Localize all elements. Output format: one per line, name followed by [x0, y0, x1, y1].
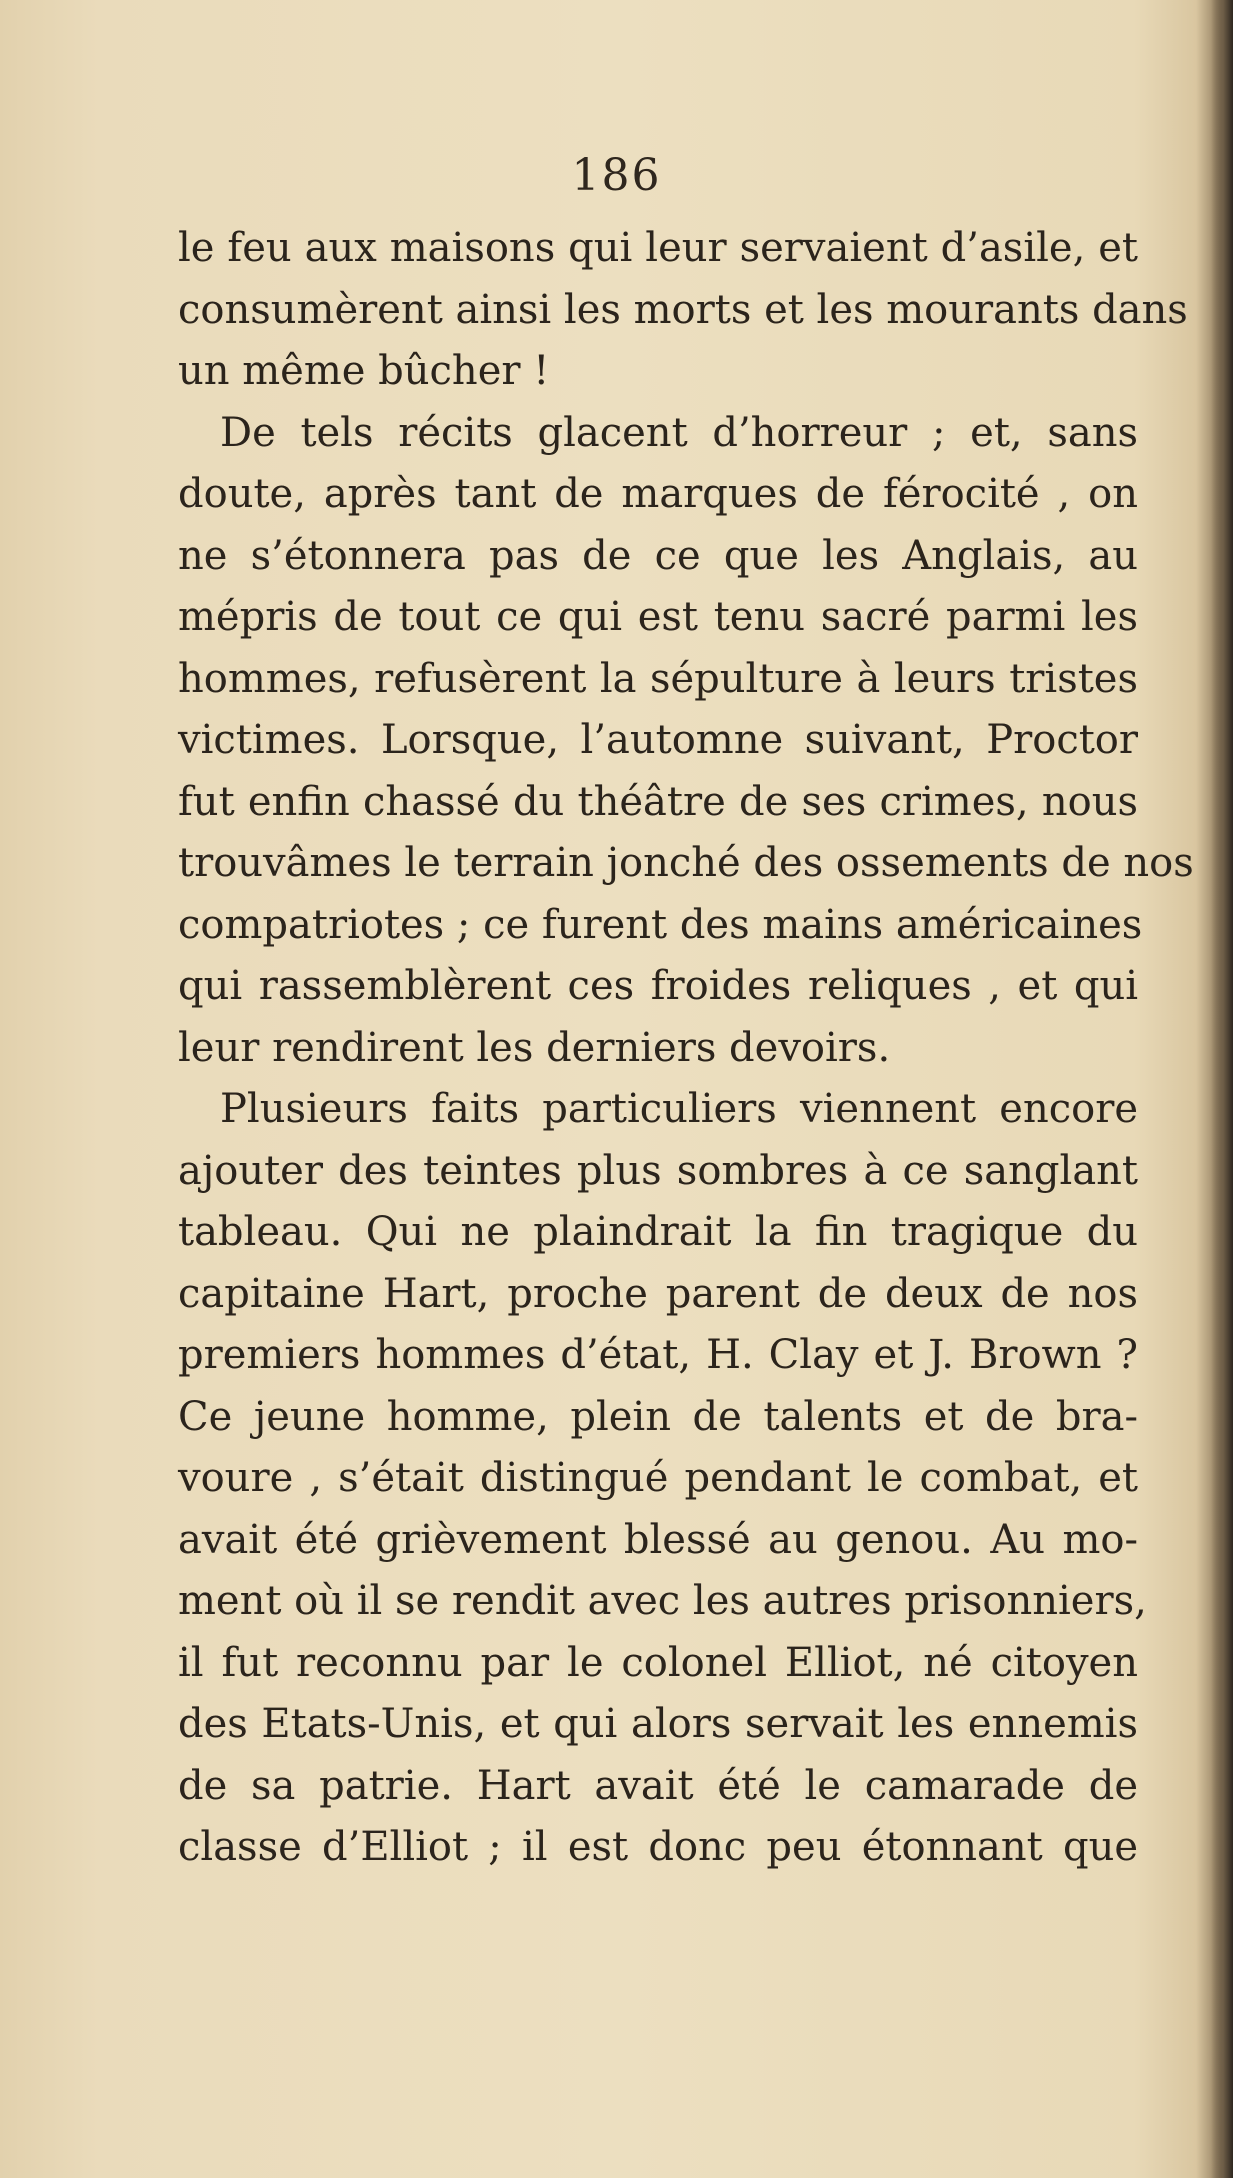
text-line: de sa patrie. Hart avait été le camarade de	[178, 1762, 1138, 1809]
text-line: mépris de tout ce qui est tenu sacré parmi les	[178, 594, 1138, 640]
text-line: classe d’Elliot ; il est donc peu étonnant que	[178, 1824, 1138, 1870]
text-line: premiers hommes d’état, H. Clay et J. Brown ?	[178, 1332, 1138, 1378]
text-line: trouvâmes le terrain jonché des ossements de nos	[178, 840, 1194, 886]
text-line: capitaine Hart, proche parent de deux de nos	[178, 1270, 1138, 1317]
text-line: leur rendirent les derniers devoirs.	[178, 1024, 891, 1071]
text-line: consumèrent ainsi les morts et les mourants dans	[178, 286, 1188, 333]
text-line: ne s’étonnera pas de ce que les Anglais, au	[178, 532, 1138, 579]
text-line: tableau. Qui ne plaindrait la fin tragique du	[178, 1209, 1138, 1255]
text-line: Plusieurs faits particuliers viennent encore	[220, 1086, 1138, 1132]
page-edge-shadow	[1211, 0, 1233, 2178]
text-line: ment où il se rendit avec les autres prisonniers,	[178, 1578, 1147, 1624]
page-number: 186	[571, 150, 662, 201]
text-line: qui rassemblèrent ces froides reliques , et qui	[178, 963, 1138, 1009]
text-line: avait été grièvement blessé au genou. Au mo-	[178, 1516, 1138, 1563]
text-line: De tels récits glacent d’horreur ; et, sans	[220, 409, 1138, 456]
text-line: Ce jeune homme, plein de talents et de bra-	[178, 1393, 1138, 1440]
text-line: un même bûcher !	[178, 348, 550, 394]
text-line: des Etats-Unis, et qui alors servait les ennemis	[178, 1701, 1138, 1747]
text-line: le feu aux maisons qui leur servaient d’asile, et	[178, 225, 1138, 271]
text-line: compatriotes ; ce furent des mains américaines	[178, 901, 1143, 948]
text-line: voure , s’était distingué pendant le combat, et	[178, 1455, 1138, 1501]
text-line: victimes. Lorsque, l’automne suivant, Proctor	[178, 717, 1138, 763]
text-line: il fut reconnu par le colonel Elliot, né citoyen	[178, 1639, 1138, 1686]
text-line: doute, après tant de marques de férocité , on	[178, 471, 1138, 517]
text-line: fut enfin chassé du théâtre de ses crimes, nous	[178, 778, 1138, 825]
text-line: hommes, refusèrent la sépulture à leurs tristes	[178, 655, 1138, 702]
text-line: ajouter des teintes plus sombres à ce sanglant	[178, 1147, 1138, 1194]
body-text	[178, 218, 1194, 1879]
